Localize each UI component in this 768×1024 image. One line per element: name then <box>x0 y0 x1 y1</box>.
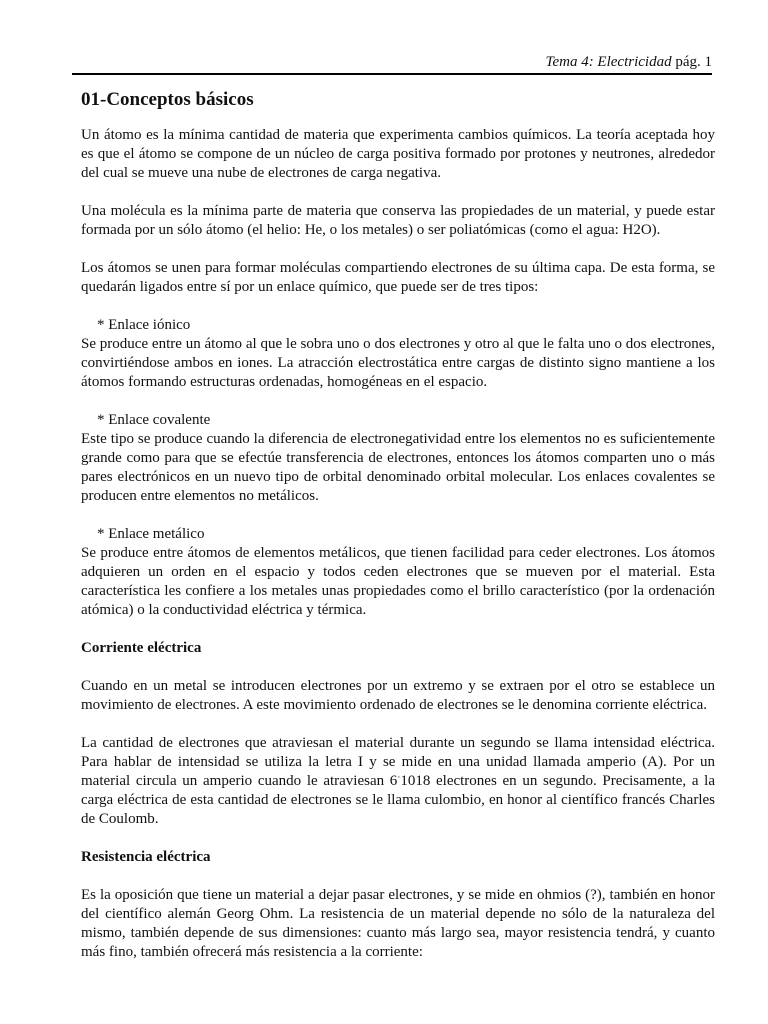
header-page-number: pág. 1 <box>675 54 712 70</box>
section-heading-resistance: Resistencia eléctrica <box>81 849 211 865</box>
paragraph-resistance-definition: Es la oposición que tiene un material a dejar pasar electrones, y se mide en ohmios (?), también en honor del científico alemán Georg Ohm. La resistencia de un material depende no sólo de la naturaleza del mismo, también depende de sus dimensiones: cuanto más largo sea, mayor resistencia tendrá, y cuanto más fino, también ofrecerá más resistencia a la corriente: <box>81 887 715 960</box>
document-body <box>81 88 715 981</box>
bond-ionic-text: Se produce entre un átomo al que le sobra uno o dos electrones y otro al que le falta uno o dos electrones, convirtiéndose ambos en iones. La atracción electrostática entre cargas de distinto signo mantiene a los átomos formando estructuras ordenadas, homogéneas en el espacio. <box>81 336 715 390</box>
header-topic: Tema 4: Electricidad <box>545 54 672 70</box>
bond-covalent-title: * Enlace covalente <box>97 412 211 428</box>
intensity-text-after: 1018 electrones en un segundo. Precisamente, a la carga eléctrica de esta cantidad de electrones se le llama culombio, en honor al científico francés Charles de Coulomb. <box>81 773 715 827</box>
bond-ionic <box>81 316 715 392</box>
paragraph-current-definition: Cuando en un metal se introducen electrones por un extremo y se extraen por el otro se establece un movimiento de electrones. A este movimiento ordenado de electrones se le denomina corriente eléctrica. <box>81 678 715 713</box>
page-title: 01-Conceptos básicos <box>81 89 254 110</box>
intensity-text-before: La cantidad de electrones que atraviesan el material durante un segundo se llama intensidad eléctrica. Para hablar de intensidad se utiliza la letra I y se mide en una unidad llamada amperio (A). Por un material circula un amperio cuando le atraviesan 6 <box>81 735 715 789</box>
page-header <box>72 53 712 75</box>
paragraph-bonds-intro: Los átomos se unen para formar moléculas compartiendo electrones de su última capa. De esta forma, se quedarán ligados entre sí por un enlace químico, que puede ser de tres tipos: <box>81 260 715 295</box>
bond-metallic <box>81 525 715 620</box>
multiplication-dot: · <box>397 772 401 782</box>
bond-ionic-title: * Enlace iónico <box>97 317 191 333</box>
section-heading-current: Corriente eléctrica <box>81 640 202 656</box>
bond-metallic-title: * Enlace metálico <box>97 526 205 542</box>
paragraph-atom: Un átomo es la mínima cantidad de materia que experimenta cambios químicos. La teoría aceptada hoy es que el átomo se compone de un núcleo de carga positiva formado por protones y neutrones, alrededor del cual se mueve una nube de electrones de carga negativa. <box>81 127 715 181</box>
bond-metallic-text: Se produce entre átomos de elementos metálicos, que tienen facilidad para ceder electrones. Los átomos adquieren un orden en el espacio y todos ceden electrones que se mueven por el material. Esta característica les confiere a los metales unas propiedades como el brillo característico (por la ordenación atómica) o la conductividad eléctrica y térmica. <box>81 545 715 618</box>
paragraph-molecule: Una molécula es la mínima parte de materia que conserva las propiedades de un material, y puede estar formada por un sólo átomo (el helio: He, o los metales) o ser poliatómicas (como el agua: H2O). <box>81 203 715 238</box>
bond-covalent-text: Este tipo se produce cuando la diferencia de electronegatividad entre los elementos no es suficientemente grande como para que se efectúe transferencia de electrones, entonces los átomos comparten uno o más pares electrónicos en un nuevo tipo de orbital denominado orbital molecular. Los enlaces covalentes se producen entre elementos no metálicos. <box>81 431 715 504</box>
paragraph-current-intensity <box>81 734 715 829</box>
bond-covalent <box>81 411 715 506</box>
